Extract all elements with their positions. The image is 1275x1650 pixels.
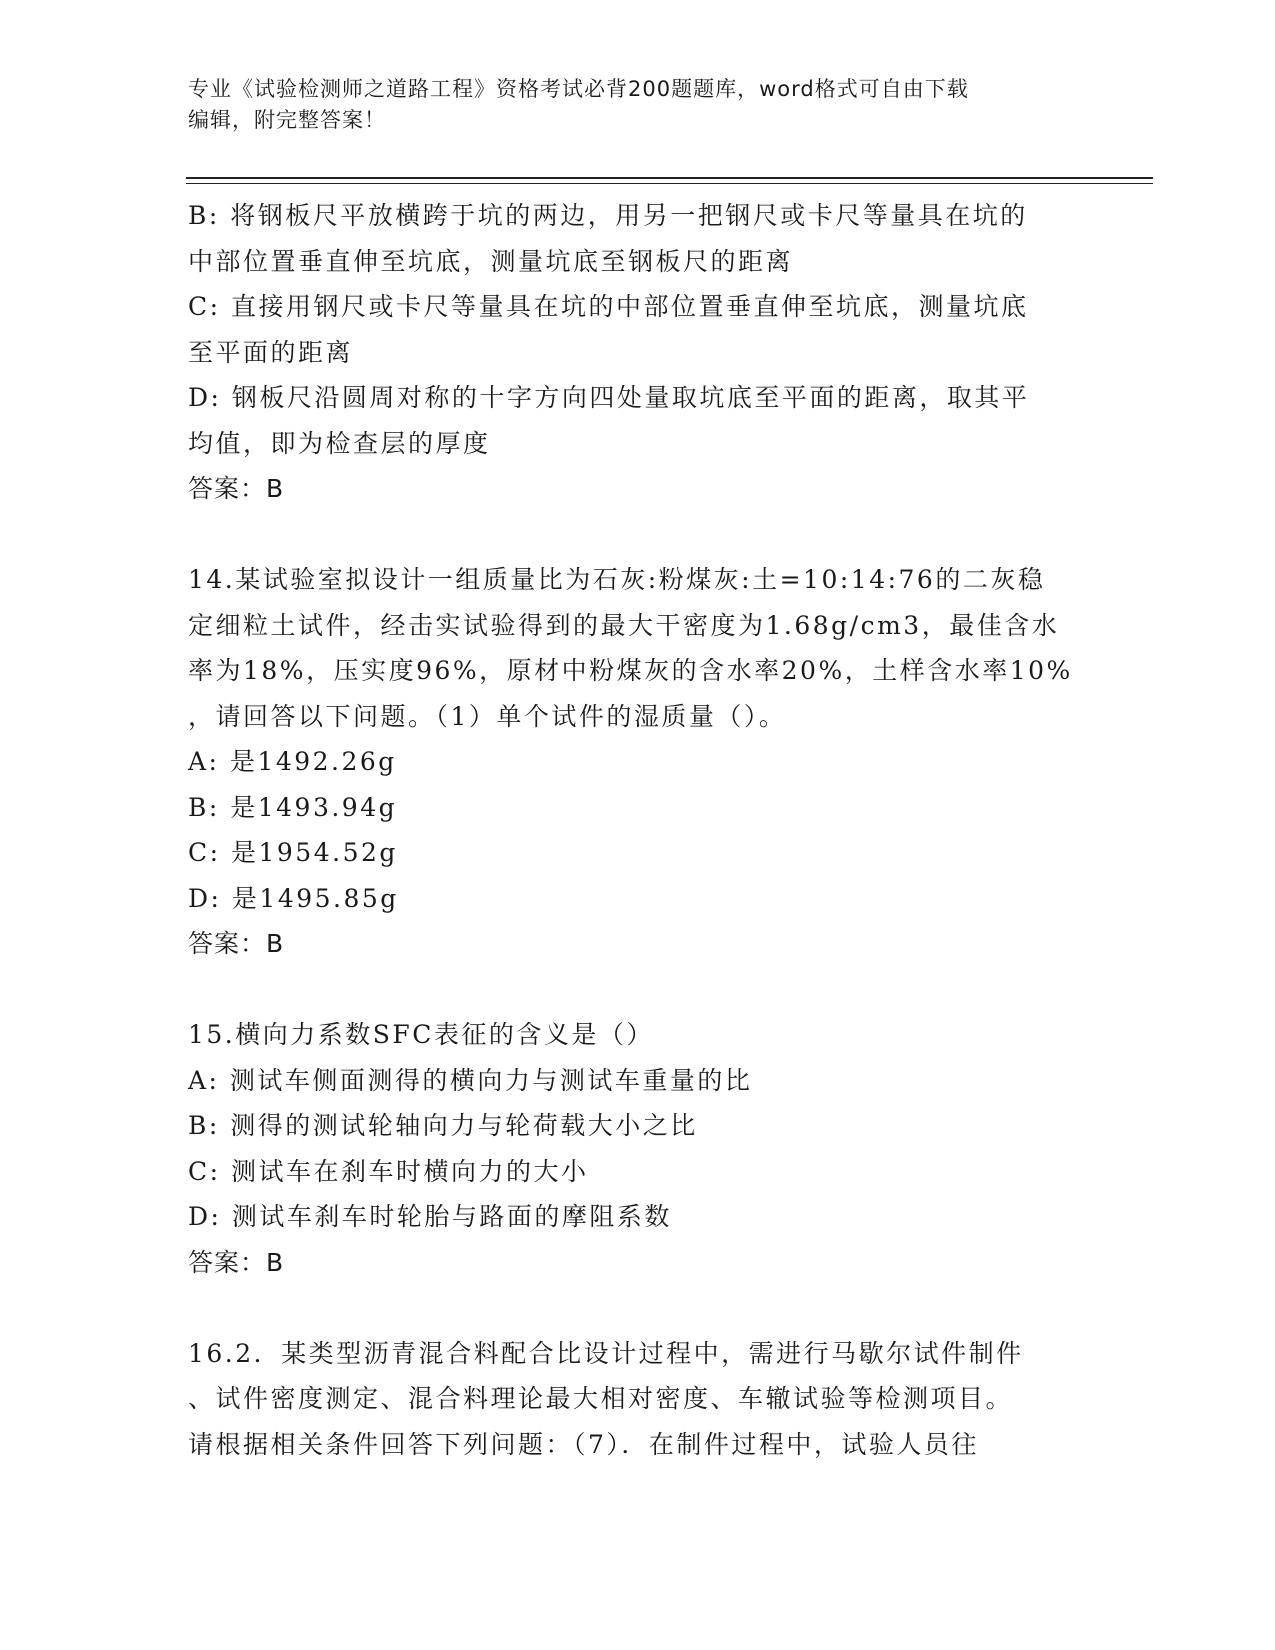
q16-stem-line-2: 、试件密度测定、混合料理论最大相对密度、车辙试验等检测项目。 <box>188 1384 1014 1413</box>
q13-option-d-line-1: D: 钢板尺沿圆周对称的十字方向四处量取坑底至平面的距离，取其平 <box>188 383 1030 412</box>
question-content <box>188 193 1088 1467</box>
q14-stem-line-2: 定细粒土试件，经击实试验得到的最大干密度为1.68g/cm3，最佳含水 <box>188 610 1060 640</box>
spacer <box>188 512 1088 558</box>
q14-stem-line-3: 率为18%，压实度96%，原材中粉煤灰的含水率20%，土样含水率10% <box>188 656 1073 685</box>
q14-option-b: B: 是1493.94g <box>188 792 398 822</box>
page-header <box>188 74 1068 136</box>
q14-option-d: D: 是1495.85g <box>188 883 399 913</box>
q15-option-c: C: 测试车在刹车时横向力的大小 <box>188 1156 589 1186</box>
spacer <box>188 967 1088 1013</box>
q14-answer: 答案：B <box>188 929 285 958</box>
q13-option-b-line-2: 中部位置垂直伸至坑底，测量坑底至钢板尺的距离 <box>188 246 794 276</box>
q16-stem-line-1: 16.2．某类型沥青混合料配合比设计过程中，需进行马歇尔试件制件 <box>188 1338 1024 1368</box>
header-rule-thin <box>186 183 1153 184</box>
header-line-2: 编辑，附完整答案！ <box>188 108 386 132</box>
q13-option-d-line-2: 均值，即为检查层的厚度 <box>188 428 491 458</box>
q15-option-a: A: 测试车侧面测得的横向力与测试车重量的比 <box>188 1065 753 1095</box>
q13-answer: 答案：B <box>188 474 285 503</box>
q15-option-d: D: 测试车刹车时轮胎与路面的摩阻系数 <box>188 1202 672 1231</box>
q13-option-c-line-1: C: 直接用钢尺或卡尺等量具在坑的中部位置垂直伸至坑底，测量坑底 <box>188 292 1029 321</box>
q15-answer: 答案：B <box>188 1247 285 1277</box>
q14-stem-line-4: ，请回答以下问题。（1）单个试件的湿质量（）。 <box>188 701 787 731</box>
q15-stem: 15.横向力系数SFC表征的含义是（） <box>188 1020 654 1049</box>
header-rule-thick <box>186 177 1153 179</box>
q13-option-c-line-2: 至平面的距离 <box>188 337 354 367</box>
q14-option-a: A: 是1492.26g <box>188 747 397 776</box>
q16-stem-line-3: 请根据相关条件回答下列问题：（7）．在制件过程中，试验人员往 <box>188 1429 979 1459</box>
q15-option-b: B: 测得的测试轮轴向力与轮荷载大小之比 <box>188 1111 698 1140</box>
q13-option-b-line-1: B: 将钢板尺平放横跨于坑的两边，用另一把钢尺或卡尺等量具在坑的 <box>188 201 1028 230</box>
q14-option-c: C: 是1954.52g <box>188 838 398 867</box>
header-line-1: 专业《试验检测师之道路工程》资格考试必背200题题库，word格式可自由下载 <box>188 77 969 101</box>
spacer <box>188 1285 1088 1331</box>
q14-stem-line-1: 14.某试验室拟设计一组质量比为石灰:粉煤灰:土=10:14:76的二灰稳 <box>188 565 1046 594</box>
